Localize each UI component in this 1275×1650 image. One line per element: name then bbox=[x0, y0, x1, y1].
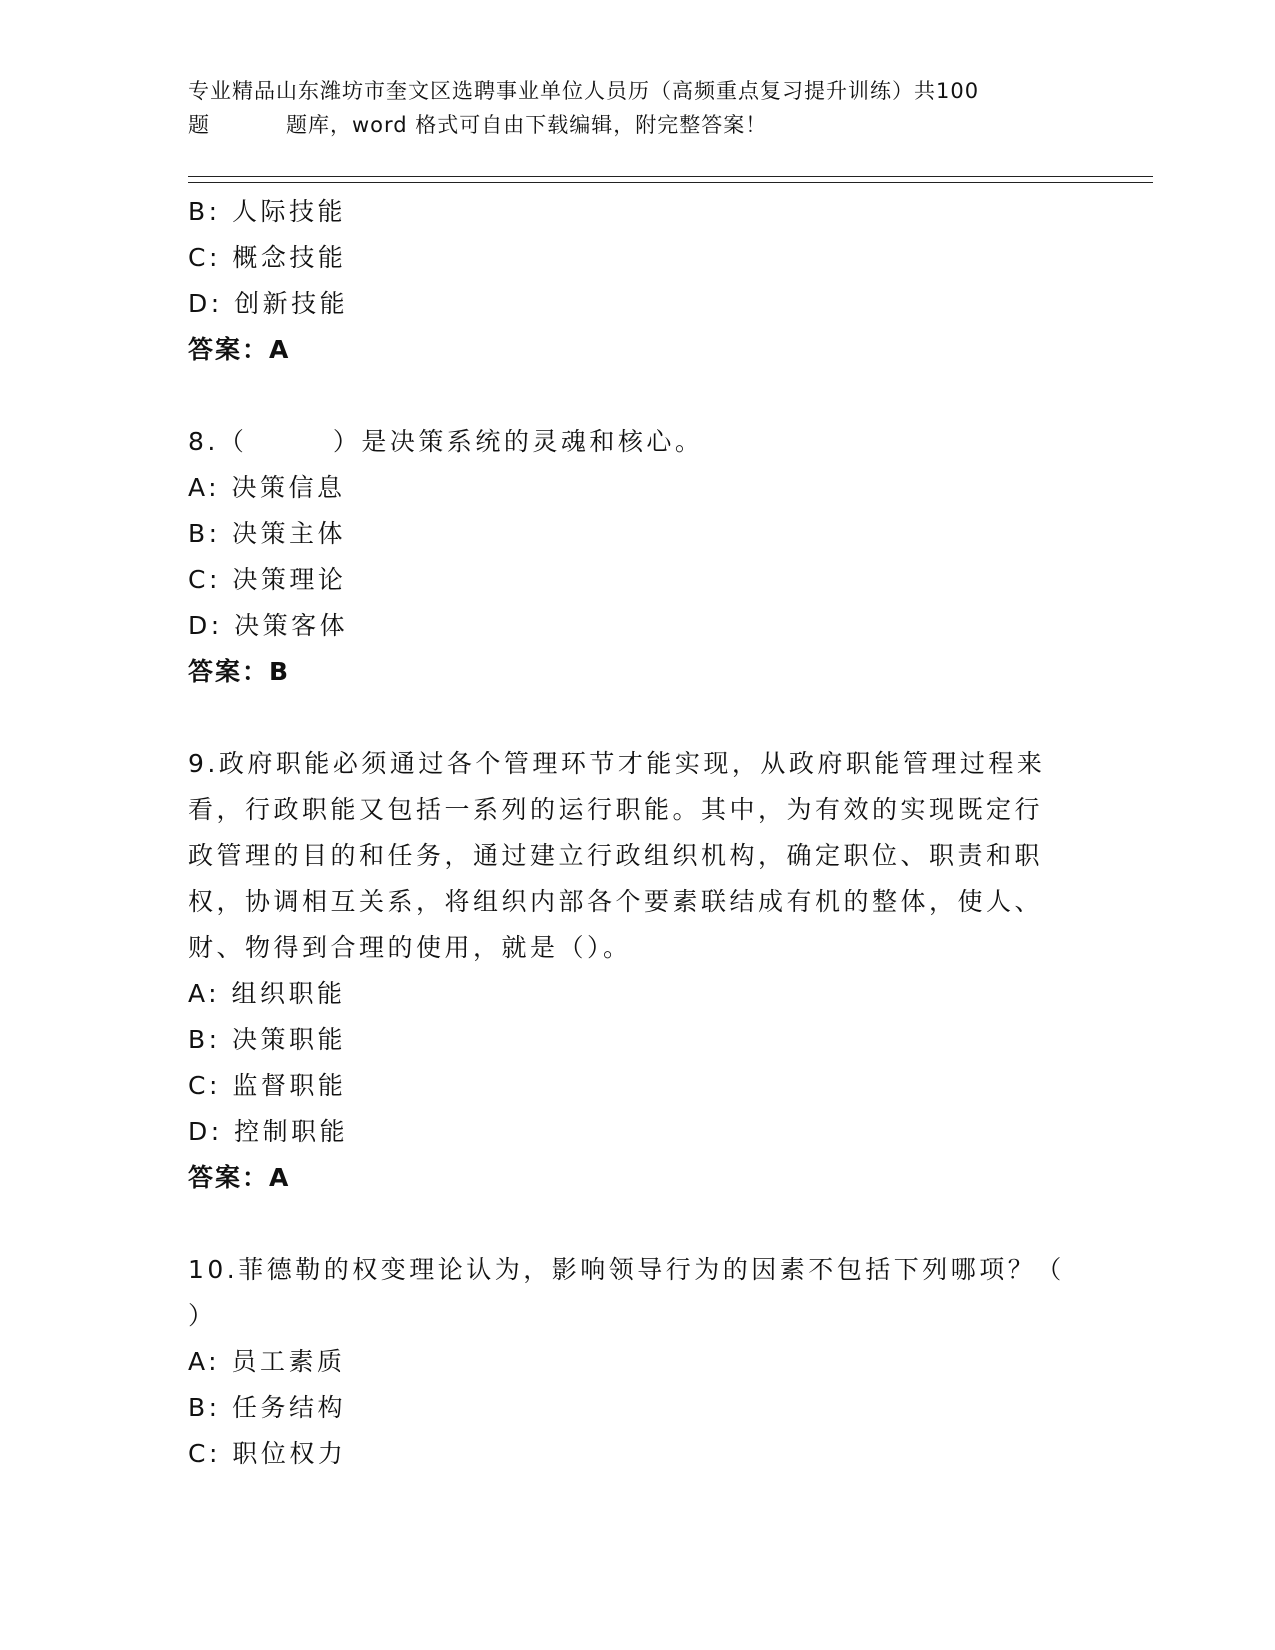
spacer bbox=[188, 1201, 1088, 1247]
option-c: C: 职位权力 bbox=[188, 1439, 347, 1468]
header-title-line2-a: 题 bbox=[188, 113, 210, 137]
answer-line: 答案：A bbox=[188, 1163, 291, 1192]
question-7-tail bbox=[188, 189, 1088, 373]
option-c: C: 监督职能 bbox=[188, 1071, 347, 1100]
header-divider-bottom bbox=[188, 182, 1153, 183]
stem-line: ） bbox=[188, 1301, 217, 1330]
stem-line: 10.菲德勒的权变理论认为，影响领导行为的因素不包括下列哪项？（ bbox=[188, 1255, 1065, 1284]
document-header bbox=[188, 74, 1088, 142]
spacer bbox=[188, 695, 1088, 741]
option-b: B: 决策主体 bbox=[188, 519, 347, 548]
option-a: A: 决策信息 bbox=[188, 473, 346, 502]
option-b: B: 人际技能 bbox=[188, 197, 347, 226]
header-title-line1: 专业精品山东潍坊市奎文区选聘事业单位人员历（高频重点复习提升训练）共100 bbox=[188, 79, 980, 103]
question-8 bbox=[188, 419, 1088, 695]
question-stem bbox=[188, 1247, 1088, 1339]
stem-line: 财、物得到合理的使用，就是（）。 bbox=[188, 933, 632, 962]
option-c: C: 决策理论 bbox=[188, 565, 347, 594]
option-a: A: 员工素质 bbox=[188, 1347, 346, 1376]
option-b: B: 任务结构 bbox=[188, 1393, 347, 1422]
option-b: B: 决策职能 bbox=[188, 1025, 347, 1054]
option-d: D: 控制职能 bbox=[188, 1117, 349, 1146]
option-d: D: 决策客体 bbox=[188, 611, 349, 640]
question-10 bbox=[188, 1247, 1088, 1477]
question-list bbox=[188, 189, 1088, 1477]
stem-line: 权，协调相互关系，将组织内部各个要素联结成有机的整体，使人、 bbox=[188, 887, 1044, 916]
option-c: C: 概念技能 bbox=[188, 243, 347, 272]
header-title-line2 bbox=[188, 108, 1088, 142]
answer-line: 答案：B bbox=[188, 657, 291, 686]
header-title-line2-b: 题库，word 格式可自由下载编辑，附完整答案！ bbox=[286, 113, 768, 137]
option-a: A: 组织职能 bbox=[188, 979, 346, 1008]
stem-line: 政管理的目的和任务，通过建立行政组织机构，确定职位、职责和职 bbox=[188, 841, 1044, 870]
stem-line: 看，行政职能又包括一系列的运行职能。其中，为有效的实现既定行 bbox=[188, 795, 1044, 824]
option-d: D: 创新技能 bbox=[188, 289, 349, 318]
stem-line: 9.政府职能必须通过各个管理环节才能实现，从政府职能管理过程来 bbox=[188, 749, 1046, 778]
answer-line: 答案：A bbox=[188, 335, 291, 364]
question-stem bbox=[188, 741, 1088, 971]
question-stem: 8.（ ）是决策系统的灵魂和核心。 bbox=[188, 427, 704, 456]
header-divider-top bbox=[188, 176, 1153, 177]
spacer bbox=[188, 373, 1088, 419]
question-9 bbox=[188, 741, 1088, 1201]
